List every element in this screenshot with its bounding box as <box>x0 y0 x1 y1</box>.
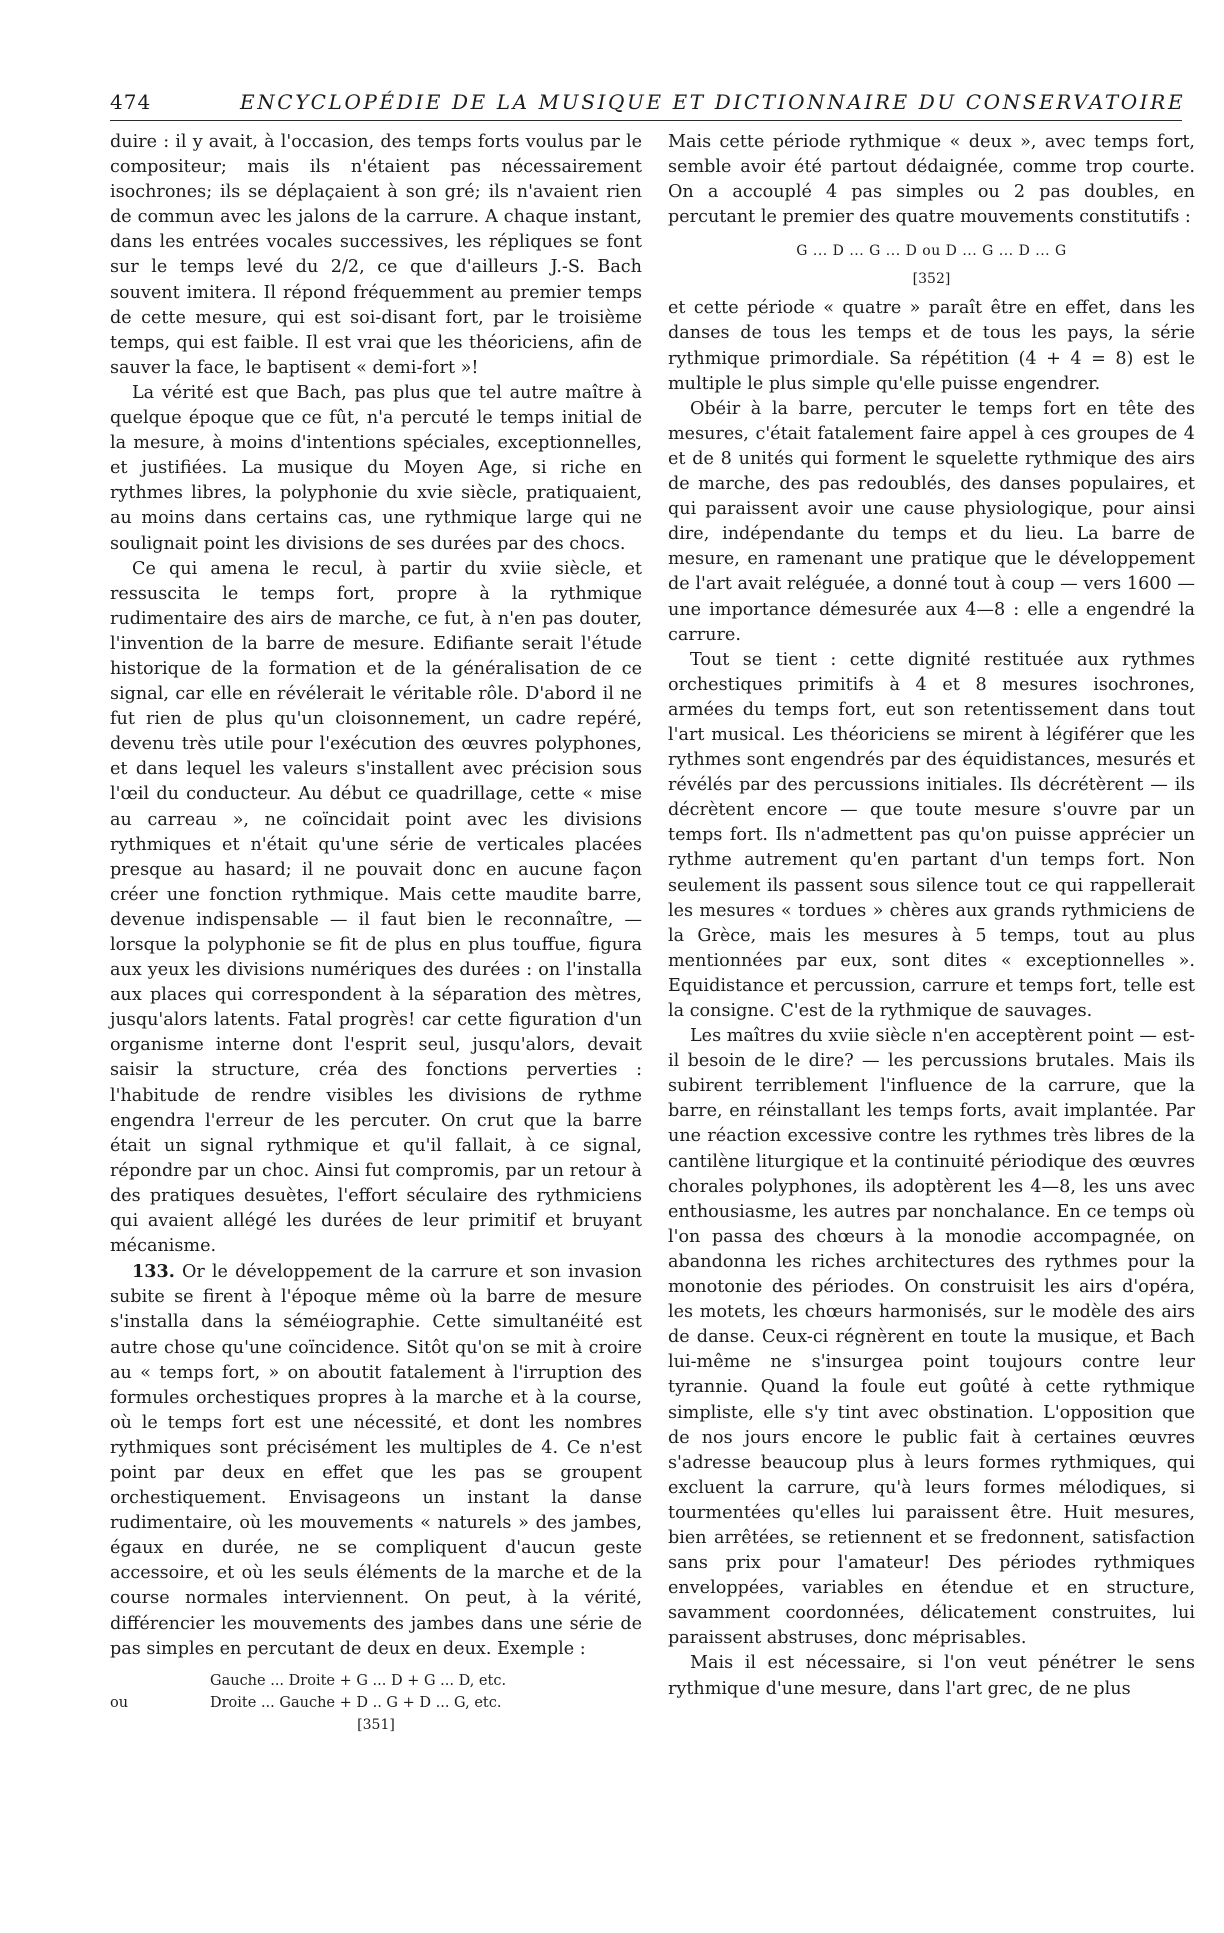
page-header <box>110 90 1186 121</box>
formula-line: Gauche ... Droite + G ... D + G ... D, etc. <box>210 1672 507 1689</box>
example-number: [351] <box>357 1716 395 1733</box>
running-title: ENCYCLOPÉDIE DE LA MUSIQUE ET DICTIONNAIRE DU CONSERVATOIRE <box>240 90 1186 114</box>
paragraph: Mais cette période rythmique « deux », avec temps fort, semble avoir été partout dédaignée, comme trop courte. On a accouplé 4 pas simples ou 2 pas doubles, en percutant le premier des quatre mouvements constitutifs : <box>668 132 1195 228</box>
page-number: 474 <box>110 90 152 114</box>
paragraph: Mais il est nécessaire, si l'on veut pénétrer le sens rythmique d'une mesure, dans l'art grec, de ne plus <box>668 1653 1195 1699</box>
paragraph: Obéir à la barre, percuter le temps fort en tête des mesures, c'était fatalement faire appel à ces groupes de 4 et de 8 unités qui forment le squelette rythmique des airs de marche, des pas redoublés, des danses populaires, et qui paraissent avoir une cause physiologique, pour ainsi dire, indépendante du temps et du lieu. La barre de mesure, en ramenant une pratique que le développement de l'art avait reléguée, a donné tout à coup — vers 1600 — une importance démesurée aux 4—8 : elle a engendré la carrure. <box>668 398 1195 645</box>
right-column <box>668 130 1195 1702</box>
section-paragraph <box>110 1259 642 1662</box>
paragraph: Ce qui amena le recul, à partir du xviie siècle, et ressuscita le temps fort, propre à la rythmique rudimentaire des airs de marche, ce fut, à n'en pas douter, l'invention de la barre de mesure. Edifiante serait l'étude historique de la formation et de la généralisation de ce signal, car elle en révélerait le véritable rôle. D'abord il ne fut rien de plus qu'un cloisonnement, un cadre repéré, devenu très utile pour l'exécution des œuvres polyphones, et dans lequel les valeurs s'installent avec précision sous l'œil du conducteur. Au début ce quadrillage, cette « mise au carreau », ne coïncidait point avec les divisions rythmiques et n'était qu'une série de verticales placées presque au hasard; il ne pouvait donc en aucune façon créer une fonction rythmique. Mais cette maudite barre, devenue indispensable — il faut bien le reconnaître, — lorsque la polyphonie se fit de plus en plus touffue, figura aux yeux les divisions numériques des durées : on l'installa aux places qui correspondent à la séparation des mètres, jusqu'alors latents. Fatal progrès! car cette figuration d'un organisme interne dont l'esprit seul, jusqu'alors, devait saisir la structure, créa des fonctions perverties : l'habitude de rendre visibles les divisions de rythme engendra l'erreur de les percuter. On crut que la barre était un signal rythmique et qu'il fallait, à ce signal, répondre par un choc. Ainsi fut compromis, par un retour à des pratiques desuètes, l'effort séculaire des rythmiciens qui avaient allégé les durées de leur primitif et bruyant mécanisme. <box>110 558 642 1257</box>
section-number: 133. <box>132 1261 175 1283</box>
paragraph: et cette période « quatre » paraît être en effet, dans les danses de tous les temps et de tous les pays, la série rythmique primordiale. Sa répétition (4 + 4 = 8) est le multiple le plus simple qu'elle puisse engendrer. <box>668 298 1195 394</box>
paragraph: Les maîtres du xviie siècle n'en acceptèrent point — est-il besoin de le dire? — les percussions brutales. Mais ils subirent terriblement l'influence de la carrure, que la barre, en réinstallant les temps forts, avait implantée. Par une réaction excessive contre les rythmes très libres de la cantilène liturgique et la continuité périodique des œuvres chorales polyphones, ils adoptèrent les 4—8, les uns avec enthousiasme, les autres par nonchalance. En ce temps où l'on passa des chœurs à la monodie accompagnée, on abandonna les riches architectures des rythmes pour la monotonie des périodes. On construisit les airs d'opéra, les motets, les chœurs harmonisés, sur le modèle des airs de danse. Ceux-ci régnèrent en toute la musique, et Bach lui-même ne s'insurgea point toujours contre leur tyrannie. Quand la foule eut goûté à cette rythmique simpliste, elle s'y tint avec obstination. L'opposition que de nos jours encore le public fait à certaines œuvres s'adresse beaucoup plus à leurs formes rythmiques, qui excluent la carrure, qu'à leurs formes mélodiques, si tourmentées qu'elles lui paraissent être. Huit mesures, bien arrêtées, se retiennent et se fredonnent, satisfaction sans prix pour l'amateur! Des périodes rythmiques enveloppées, variables en étendue et en structure, savamment coordonnées, délicatement construites, lui paraissent abstruses, donc méprisables. <box>668 1026 1195 1649</box>
music-example-351 <box>110 1670 642 1714</box>
left-column <box>110 130 642 1742</box>
paragraph: duire : il y avait, à l'occasion, des temps forts voulus par le compositeur; mais ils n'étaient pas nécessairement isochrones; ils se déplaçaient à son gré; ils n'avaient rien de commun avec les jalons de la carrure. A chaque instant, dans les entrées vocales successives, les répliques se font sur le temps levé du 2/2, ce que d'ailleurs J.-S. Bach souvent imitera. Il répond fréquemment au premier temps de cette mesure, qui est soi-disant fort, par le troisième temps, qui est faible. Il est vrai que les théoriciens, afin de sauver la face, le baptisent « demi-fort »! <box>110 132 642 378</box>
paragraph: Tout se tient : cette dignité restituée aux rythmes orchestiques primitifs à 4 et 8 mesures isochrones, armées du temps fort, eut son retentissement dans tout l'art musical. Les théoriciens se mirent à légiférer que les rythmes sont engendrés par des équidistances, mesurés et révélés par des percussions initiales. Ils décrétèrent — ils décrètent encore — que toute mesure s'ouvre par un temps fort. Ils n'admettent pas qu'on puisse apprécier un rythme autrement qu'en partant d'un temps fort. Non seulement ils passent sous silence tout ce qui rappellerait les mesures « tordues » chères aux grands rythmiciens de la Grèce, mais les mesures à 5 temps, tout au plus mentionnées par eux, sont dites « exceptionnelles ». Equidistance et percussion, carrure et temps fort, telle est la consigne. C'est de la rythmique de sauvages. <box>668 649 1195 1021</box>
paragraph-text: Or le développement de la carrure et son invasion subite se firent à l'époque même où la barre de mesure s'installa dans la séméiographie. Cette simultanéité est autre chose qu'une coïncidence. Sitôt qu'on se mit à croire au « temps fort, » on aboutit fatalement à l'irruption des formules orchestiques propres à la marche et à la course, où le temps fort est une nécessité, et dont les nombres rythmiques sont précisément les multiples de 4. Ce n'est point par deux en effet que les pas se groupent orchestiquement. Envisageons un instant la danse rudimentaire, où les mouvements « naturels » des jambes, égaux en durée, ne se compliquent d'aucun geste accessoire, et où les seuls éléments de la marche et de la course normales interviennent. On peut, à la vérité, différencier les mouvements des jambes dans une série de pas simples en percutant de deux en deux. Exemple : <box>110 1262 642 1659</box>
formula-line: Droite ... Gauche + D .. G + D ... G, etc. <box>210 1694 502 1711</box>
formula-or-label: ou <box>110 1694 129 1711</box>
music-example-352: G ... D ... G ... D ou D ... G ... D ... G <box>796 243 1067 260</box>
paragraph: La vérité est que Bach, pas plus que tel autre maître à quelque époque que ce fût, n'a percuté le temps initial de la mesure, à moins d'intentions spéciales, exceptionnelles, et justifiées. La musique du Moyen Age, si riche en rythmes libres, la polyphonie du xvie siècle, pratiquaient, au moins dans certains cas, une rythmique large qui ne soulignait point les divisions de ses durées par des chocs. <box>110 382 642 554</box>
example-number: [352] <box>912 271 951 288</box>
